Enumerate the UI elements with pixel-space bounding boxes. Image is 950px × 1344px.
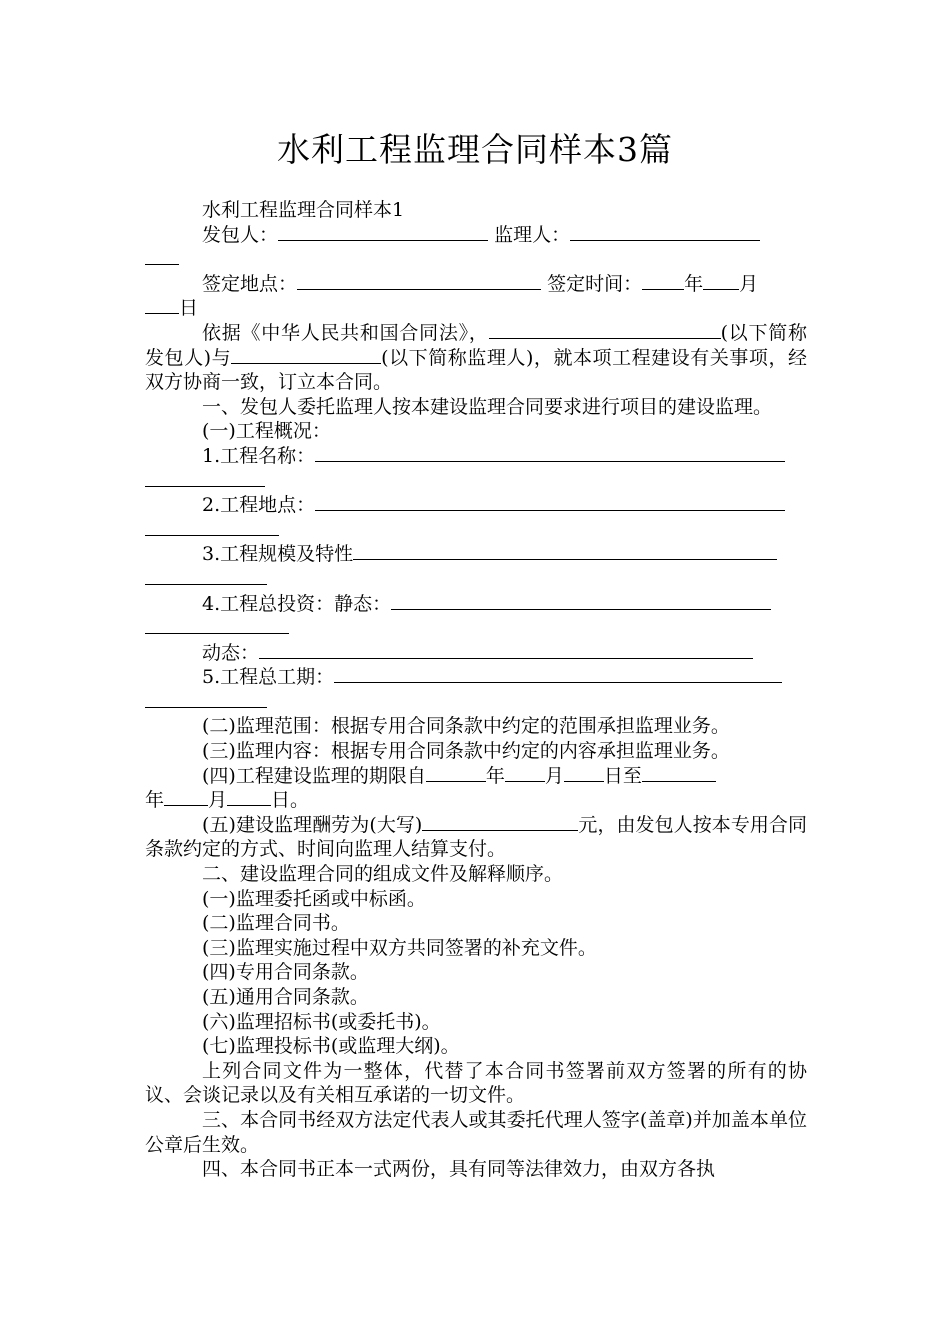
project-location-blank	[315, 509, 785, 511]
project-location-line-continued	[145, 518, 807, 543]
dynamic-investment-line	[145, 641, 807, 666]
document-body	[145, 198, 807, 1182]
fee-blank	[422, 829, 578, 831]
section-2: 二、建设监理合同的组成文件及解释顺序。	[202, 863, 564, 886]
project-name-blank-continued	[145, 485, 265, 487]
day-blank	[145, 312, 179, 314]
duration-blank	[334, 681, 782, 683]
employer-blank	[278, 239, 488, 241]
basis-text-b: (以下简称发包人)与	[145, 321, 807, 369]
project-location-blank-continued	[145, 534, 279, 536]
end-day-blank	[227, 804, 271, 806]
sign-time-label: 签定时间：	[547, 272, 643, 295]
duration-line-continued	[145, 690, 807, 715]
start-year-label: 年	[485, 764, 505, 787]
section-2-item-5: (五)通用合同条款。	[202, 986, 369, 1008]
start-month-label: 月	[544, 764, 564, 787]
period-line	[145, 764, 807, 789]
section-1-content: (三)监理内容：根据专用合同条款中约定的内容承担监理业务。	[202, 740, 730, 763]
parties-line	[145, 223, 807, 248]
section-2-item-7: (七)监理投标书(或监理大纲)。	[202, 1035, 460, 1058]
end-year-label: 年	[145, 789, 165, 812]
project-scale-line-continued	[145, 567, 807, 592]
investment-line-continued	[145, 616, 807, 641]
month-blank	[703, 288, 739, 290]
duration-line	[145, 665, 807, 690]
project-scale-blank-continued	[145, 583, 267, 585]
sign-line	[145, 272, 807, 297]
section-1: 一、发包人委托监理人按本建设监理合同要求进行项目的建设监理。	[202, 395, 773, 418]
project-name-line-continued	[145, 469, 807, 494]
supervisor-label: 监理人：	[494, 223, 571, 246]
basis-paragraph	[145, 321, 807, 395]
static-investment-blank-continued	[145, 632, 289, 634]
end-month-label: 月	[208, 789, 228, 812]
supervisor-blank	[570, 239, 760, 241]
contract-subtitle: 水利工程监理合同样本1	[202, 199, 405, 221]
sign-line-continued	[145, 296, 807, 321]
parties-line-continued	[145, 247, 807, 272]
employer-name-blank	[489, 337, 721, 339]
year-blank	[642, 288, 684, 290]
period-line-continued	[145, 788, 807, 813]
fee-text: 元，由发包人按本专用合同条款约定的方式、时间向监理人结算支付。	[145, 813, 807, 861]
basis-text-c: (以下简称监理人)，就本项工程建设有关事项，经双方协商一致，订立本合同。	[145, 346, 808, 394]
project-scale-label: 3.工程规模及特性	[202, 543, 354, 566]
start-month-blank	[505, 780, 545, 782]
end-year-blank	[642, 780, 716, 782]
end-day-label: 日。	[271, 789, 310, 812]
period-label: (四)工程建设监理的期限自	[202, 764, 426, 787]
section-1-scope: (二)监理范围：根据专用合同条款中约定的范围承担监理业务。	[202, 715, 730, 738]
year-label: 年	[684, 272, 704, 295]
section-3: 三、本合同书经双方法定代表人或其委托代理人签字(盖章)并加盖本单位公章后生效。	[145, 1108, 807, 1156]
fee-paragraph	[145, 813, 807, 862]
project-name-blank	[315, 460, 785, 462]
sign-place-label: 签定地点：	[202, 272, 298, 295]
basis-text-a: 依据《中华人民共和国合同法》，	[202, 321, 489, 344]
section-2-item-3: (三)监理实施过程中双方共同签署的补充文件。	[202, 936, 597, 959]
end-month-blank	[164, 804, 208, 806]
start-day-blank	[564, 780, 604, 782]
period-to-label: 日至	[603, 764, 642, 787]
document-title: 水利工程监理合同样本3篇	[277, 130, 673, 169]
project-scale-line	[145, 542, 807, 567]
supervisor-blank-continued	[145, 263, 179, 265]
dynamic-investment-label: 动态：	[202, 641, 260, 664]
duration-label: 5.工程总工期：	[202, 666, 335, 689]
day-label: 日	[179, 297, 199, 320]
fee-label: (五)建设监理酬劳为(大写)	[202, 813, 423, 836]
section-2-item-1: (一)监理委托函或中标函。	[202, 887, 426, 910]
duration-blank-continued	[145, 706, 267, 708]
static-investment-blank	[391, 608, 771, 610]
sign-place-blank	[297, 288, 541, 290]
project-name-line	[145, 444, 807, 469]
investment-label: 4.工程总投资：静态：	[202, 592, 392, 615]
project-location-line	[145, 493, 807, 518]
section-2-item-2: (二)监理合同书。	[202, 912, 350, 935]
section-4: 四、本合同书正本一式两份，具有同等法律效力，由双方各执	[202, 1158, 716, 1181]
project-name-label: 1.工程名称：	[202, 444, 316, 467]
dynamic-investment-blank	[259, 657, 753, 659]
project-location-label: 2.工程地点：	[202, 494, 316, 517]
section-2-item-4: (四)专用合同条款。	[202, 961, 369, 984]
month-label: 月	[739, 272, 759, 295]
start-year-blank	[426, 780, 486, 782]
employer-label: 发包人：	[202, 223, 279, 246]
section-2-closing: 上列合同文件为一整体，代替了本合同书签署前双方签署的所有的协议、会谈记录以及有关相互承诺的一切文件。	[145, 1059, 807, 1107]
project-scale-blank	[353, 558, 777, 560]
section-2-item-6: (六)监理招标书(或委托书)。	[202, 1010, 441, 1033]
supervisor-name-blank	[231, 362, 381, 364]
investment-line	[145, 592, 807, 617]
section-1-overview: (一)工程概况：	[202, 420, 331, 443]
